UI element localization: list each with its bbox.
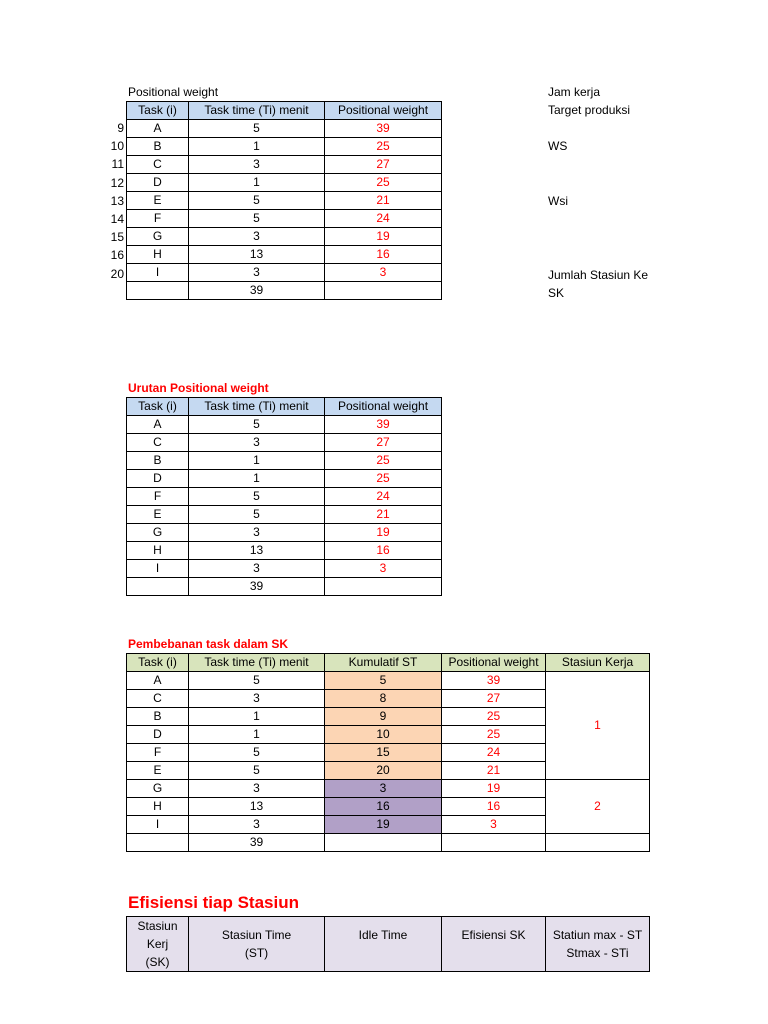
task-cell: I: [127, 264, 189, 282]
task-time-cell: 5: [189, 744, 325, 762]
total-cell: 39: [189, 834, 325, 852]
total-cell: 39: [189, 282, 325, 300]
col-header-stasiun-kerja: Stasiun Kerja: [546, 654, 650, 672]
header-line: Stmax - STi: [566, 946, 629, 960]
row-number: 11: [111, 157, 124, 172]
kumulatif-cell: 20: [325, 762, 442, 780]
positional-weight-cell: 3: [325, 264, 442, 282]
col-header-task-time: Task time (Ti) menit: [189, 398, 325, 416]
efficiency-col-header: [189, 917, 325, 972]
task-cell: B: [127, 708, 189, 726]
table-row: [127, 156, 442, 174]
task-cell: G: [127, 780, 189, 798]
task-time-cell: 3: [189, 780, 325, 798]
task-cell: D: [127, 470, 189, 488]
table-row: [127, 120, 442, 138]
task-time-cell: 13: [189, 246, 325, 264]
kumulatif-cell: 3: [325, 780, 442, 798]
row-number: 9: [117, 121, 124, 135]
table-row: [127, 138, 442, 156]
task-cell: A: [127, 416, 189, 434]
label-wsi: Wsi: [548, 194, 568, 208]
table-row: [127, 506, 442, 524]
task-cell: D: [127, 726, 189, 744]
task-time-cell: 1: [189, 138, 325, 156]
table-row: [127, 524, 442, 542]
col-header-positional-weight: Positional weight: [325, 398, 442, 416]
empty-cell: [325, 282, 442, 300]
positional-weight-cell: 16: [325, 246, 442, 264]
task-cell: F: [127, 744, 189, 762]
total-cell: 39: [189, 578, 325, 596]
section1-title: Positional weight: [128, 85, 219, 99]
task-cell: I: [127, 560, 189, 578]
col-header-task-time: Task time (Ti) menit: [189, 654, 325, 672]
task-time-cell: 3: [189, 560, 325, 578]
positional-weight-cell: 19: [442, 780, 546, 798]
kumulatif-cell: 5: [325, 672, 442, 690]
col-header-task: Task (i): [127, 398, 189, 416]
row-number: 14: [110, 212, 124, 226]
empty-cell: [546, 834, 650, 852]
positional-weight-cell: 21: [442, 762, 546, 780]
task-cell: E: [127, 192, 189, 210]
label-jam-kerja: Jam kerja: [548, 85, 601, 99]
label-target-produksi: Target produksi: [548, 103, 631, 117]
header-line: Stasiun Kerj: [137, 919, 178, 951]
positional-weight-cell: 24: [325, 210, 442, 228]
task-time-cell: 5: [189, 210, 325, 228]
task-time-cell: 3: [189, 434, 325, 452]
positional-weight-cell: 27: [325, 156, 442, 174]
task-cell: G: [127, 524, 189, 542]
efficiency-table: [126, 916, 650, 972]
header-line: (ST): [244, 946, 269, 960]
table-row: [127, 264, 442, 282]
task-cell: E: [127, 506, 189, 524]
section2-title: Urutan Positional weight: [128, 381, 269, 395]
positional-weight-cell: 25: [442, 726, 546, 744]
total-row: [127, 578, 442, 596]
task-time-cell: 1: [189, 470, 325, 488]
efficiency-col-header: [325, 917, 442, 972]
positional-weight-cell: 39: [325, 416, 442, 434]
empty-cell: [127, 282, 189, 300]
task-time-cell: 5: [189, 416, 325, 434]
header-line: Statiun max - ST: [552, 928, 643, 942]
positional-weight-cell: 25: [325, 452, 442, 470]
table-row: [127, 210, 442, 228]
table-row: [127, 560, 442, 578]
positional-weight-cell: 19: [325, 228, 442, 246]
task-cell: E: [127, 762, 189, 780]
task-time-cell: 1: [189, 708, 325, 726]
task-cell: F: [127, 210, 189, 228]
task-cell: A: [127, 120, 189, 138]
section3-title: Pembebanan task dalam SK: [128, 637, 289, 651]
empty-cell: [127, 834, 189, 852]
task-cell: C: [127, 156, 189, 174]
positional-weight-cell: 25: [325, 470, 442, 488]
positional-weight-cell: 21: [325, 192, 442, 210]
efficiency-col-header: [442, 917, 546, 972]
task-loading-table: [126, 653, 650, 852]
col-header-kumulatif: Kumulatif ST: [325, 654, 442, 672]
kumulatif-cell: 9: [325, 708, 442, 726]
table-row: [127, 470, 442, 488]
task-time-cell: 1: [189, 452, 325, 470]
table-row: [127, 174, 442, 192]
positional-weight-cell: 24: [325, 488, 442, 506]
empty-cell: [325, 578, 442, 596]
task-time-cell: 5: [189, 506, 325, 524]
task-cell: C: [127, 434, 189, 452]
task-cell: F: [127, 488, 189, 506]
task-cell: H: [127, 542, 189, 560]
task-time-cell: 1: [189, 726, 325, 744]
task-cell: H: [127, 246, 189, 264]
positional-weight-cell: 3: [442, 816, 546, 834]
kumulatif-cell: 8: [325, 690, 442, 708]
task-time-cell: 3: [189, 264, 325, 282]
kumulatif-cell: 10: [325, 726, 442, 744]
empty-cell: [442, 834, 546, 852]
task-cell: H: [127, 798, 189, 816]
positional-weight-cell: 16: [325, 542, 442, 560]
col-header-task: Task (i): [127, 654, 189, 672]
row-number: 16: [110, 248, 124, 263]
section4-title: Efisiensi tiap Stasiun: [128, 893, 299, 912]
positional-weight-cell: 24: [442, 744, 546, 762]
kumulatif-cell: 15: [325, 744, 442, 762]
label-jumlah-stasiun: Jumlah Stasiun Ke: [548, 268, 649, 282]
task-cell: G: [127, 228, 189, 246]
col-header-positional-weight: Positional weight: [325, 102, 442, 120]
positional-weight-cell: 19: [325, 524, 442, 542]
task-time-cell: 3: [189, 156, 325, 174]
kumulatif-cell: 19: [325, 816, 442, 834]
table-row: [127, 192, 442, 210]
label-ws: WS: [548, 139, 568, 153]
positional-weight-cell: 25: [442, 708, 546, 726]
positional-weight-cell: 39: [325, 120, 442, 138]
header-line: [325, 944, 441, 962]
total-row: [127, 834, 650, 852]
task-time-cell: 3: [189, 690, 325, 708]
empty-cell: [127, 578, 189, 596]
stasiun-kerja-cell: 1: [546, 672, 650, 780]
col-header-task: Task (i): [127, 102, 189, 120]
positional-weight-cell: 27: [325, 434, 442, 452]
task-time-cell: 13: [189, 542, 325, 560]
task-time-cell: 5: [189, 672, 325, 690]
positional-weight-cell: 39: [442, 672, 546, 690]
header-line: Idle Time: [358, 928, 408, 942]
table-row: [127, 780, 650, 798]
table-row: [127, 672, 650, 690]
row-number: 10: [110, 139, 124, 154]
col-header-task-time: Task time (Ti) menit: [189, 102, 325, 120]
task-time-cell: 5: [189, 762, 325, 780]
kumulatif-cell: 16: [325, 798, 442, 816]
header-line: [442, 944, 545, 962]
table-row: [127, 488, 442, 506]
sorted-positional-weight-table: [126, 397, 442, 596]
task-time-cell: 13: [189, 798, 325, 816]
table-row: [127, 452, 442, 470]
task-cell: A: [127, 672, 189, 690]
positional-weight-cell: 3: [325, 560, 442, 578]
row-number: 13: [110, 193, 124, 208]
positional-weight-cell: 27: [442, 690, 546, 708]
stasiun-kerja-cell: 2: [546, 780, 650, 834]
label-sk: SK: [548, 286, 565, 300]
table-row: [127, 434, 442, 452]
header-line: Stasiun Time: [221, 928, 292, 942]
header-line: Efisiensi SK: [461, 928, 526, 942]
task-time-cell: 5: [189, 192, 325, 210]
task-time-cell: 3: [189, 524, 325, 542]
table-row: [127, 416, 442, 434]
task-time-cell: 5: [189, 488, 325, 506]
task-cell: I: [127, 816, 189, 834]
task-time-cell: 5: [189, 120, 325, 138]
task-time-cell: 3: [189, 228, 325, 246]
row-number: 20: [110, 266, 124, 281]
positional-weight-cell: 25: [325, 138, 442, 156]
row-number: 15: [110, 230, 124, 245]
table-row: [127, 542, 442, 560]
row-number: 12: [110, 175, 124, 190]
task-time-cell: 1: [189, 174, 325, 192]
task-time-cell: 3: [189, 816, 325, 834]
col-header-positional-weight: Positional weight: [442, 654, 546, 672]
header-line: (SK): [145, 955, 170, 969]
task-cell: B: [127, 452, 189, 470]
efficiency-col-header: [546, 917, 650, 972]
positional-weight-table: [126, 101, 442, 300]
total-row: [127, 282, 442, 300]
positional-weight-cell: 16: [442, 798, 546, 816]
task-cell: C: [127, 690, 189, 708]
efficiency-col-header: [127, 917, 189, 972]
task-cell: B: [127, 138, 189, 156]
positional-weight-cell: 25: [325, 174, 442, 192]
table-row: [127, 228, 442, 246]
positional-weight-cell: 21: [325, 506, 442, 524]
task-cell: D: [127, 174, 189, 192]
table-row: [127, 246, 442, 264]
empty-cell: [325, 834, 442, 852]
